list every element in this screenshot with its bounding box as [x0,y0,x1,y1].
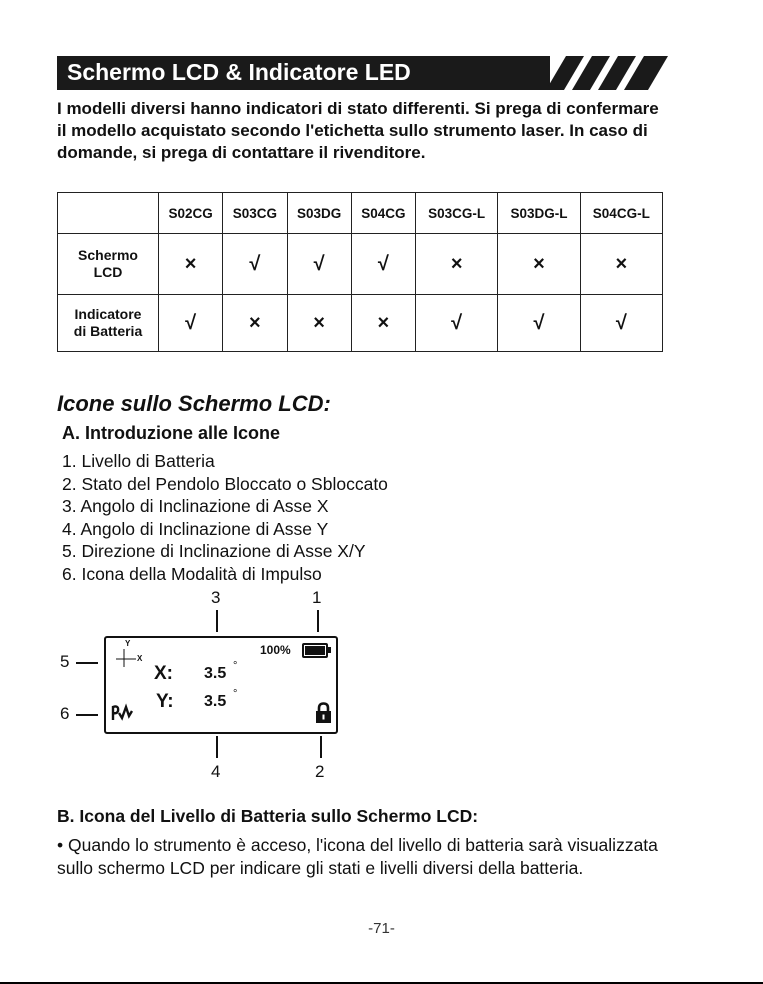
battery-percent: 100% [260,643,291,657]
list-item: 4. Angolo di Inclinazione di Asse Y [62,518,329,539]
row-label-lcd [58,234,159,295]
table-header-cell: S03CG-L [416,193,498,234]
table-header-cell: S04CG-L [580,193,662,234]
table-cell-mark: × [351,295,415,352]
banner-stripes-decoration [548,56,668,90]
y-axis-label: Y: [156,691,174,712]
list-item: 6. Icona della Modalità di Impulso [62,563,322,584]
table-row [58,295,663,352]
page-title: Schermo LCD & Indicatore LED [67,59,411,85]
table-cell-mark: × [416,234,498,295]
model-indicator-table [57,192,663,352]
table-header-cell: S03DG-L [498,193,580,234]
table-cell-mark: √ [223,234,287,295]
table-header-cell: S04CG [351,193,415,234]
callout-line-1 [317,610,319,632]
axis-x-letter: X [137,654,143,663]
lock-icon [315,702,332,724]
page-number: -71- [368,920,395,937]
axis-y-letter: Y [125,639,131,648]
callout-number-5: 5 [60,652,70,671]
table-cell-mark: × [159,234,223,295]
section-b-paragraph: • Quando lo strumento è acceso, l'icona del livello di batteria sarà visualizzata sullo schermo LCD per indicare gli stati e livelli diversi della batteria. [57,835,658,878]
callout-line-4 [216,736,218,758]
section-banner [57,56,550,90]
callout-line-2 [320,736,322,758]
table-row [58,234,663,295]
table-header-row [58,193,663,234]
table-cell-mark: √ [159,295,223,352]
x-axis-label: X: [154,663,173,684]
table-cell-mark: √ [580,295,662,352]
lcd-screen [104,636,338,734]
table-header-cell: S03CG [223,193,287,234]
pulse-mode-icon [111,702,135,722]
callout-number-6: 6 [60,704,70,723]
callout-line-6 [76,714,98,716]
table-corner-cell [58,193,159,234]
intro-paragraph: I modelli diversi hanno indicatori di stato differenti. Si prega di confermare il modello acquistato secondo l'etichetta sullo strumento laser. In caso di domande, si prega di contattare il rivenditore. [57,99,659,162]
table-cell-mark: × [287,295,351,352]
table-cell-mark: √ [287,234,351,295]
x-angle-value: 3.5 [204,665,227,682]
table-header-cell: S02CG [159,193,223,234]
list-item: 3. Angolo di Inclinazione di Asse X [62,496,329,516]
callout-number-1: 1 [312,588,322,607]
callout-number-4: 4 [211,762,221,781]
x-degree-symbol: ° [233,660,238,672]
row-label-line: LCD [93,264,123,280]
callout-line-5 [76,662,98,664]
row-label-line: Indicatore [74,306,142,322]
list-item: 5. Direzione di Inclinazione di Asse X/Y [62,541,366,561]
table-cell-mark: × [223,295,287,352]
icons-heading: Icone sullo Schermo LCD: [57,391,331,416]
row-label-line: Schermo [78,247,138,263]
y-degree-symbol: ° [233,688,238,700]
callout-number-2: 2 [315,762,325,781]
callout-line-3 [216,610,218,632]
table-cell-mark: √ [498,295,580,352]
section-b-title: B. Icona del Livello di Batteria sullo Schermo LCD: [57,806,479,826]
y-angle-value: 3.5 [204,693,227,710]
list-item: 1. Livello di Batteria [62,451,215,471]
row-label-line: di Batteria [73,323,143,339]
row-label-battery [58,295,159,352]
battery-fill [305,646,325,655]
table-cell-mark: × [498,234,580,295]
battery-icon [302,643,328,658]
list-item: 2. Stato del Pendolo Bloccato o Sbloccato [62,473,388,494]
table-cell-mark: √ [416,295,498,352]
table-cell-mark: × [580,234,662,295]
callout-number-3: 3 [211,588,221,607]
table-header-cell: S03DG [287,193,351,234]
table-cell-mark: √ [351,234,415,295]
battery-terminal [328,647,331,653]
icon-list [62,450,388,585]
section-a-title: A. Introduzione alle Icone [62,423,281,443]
